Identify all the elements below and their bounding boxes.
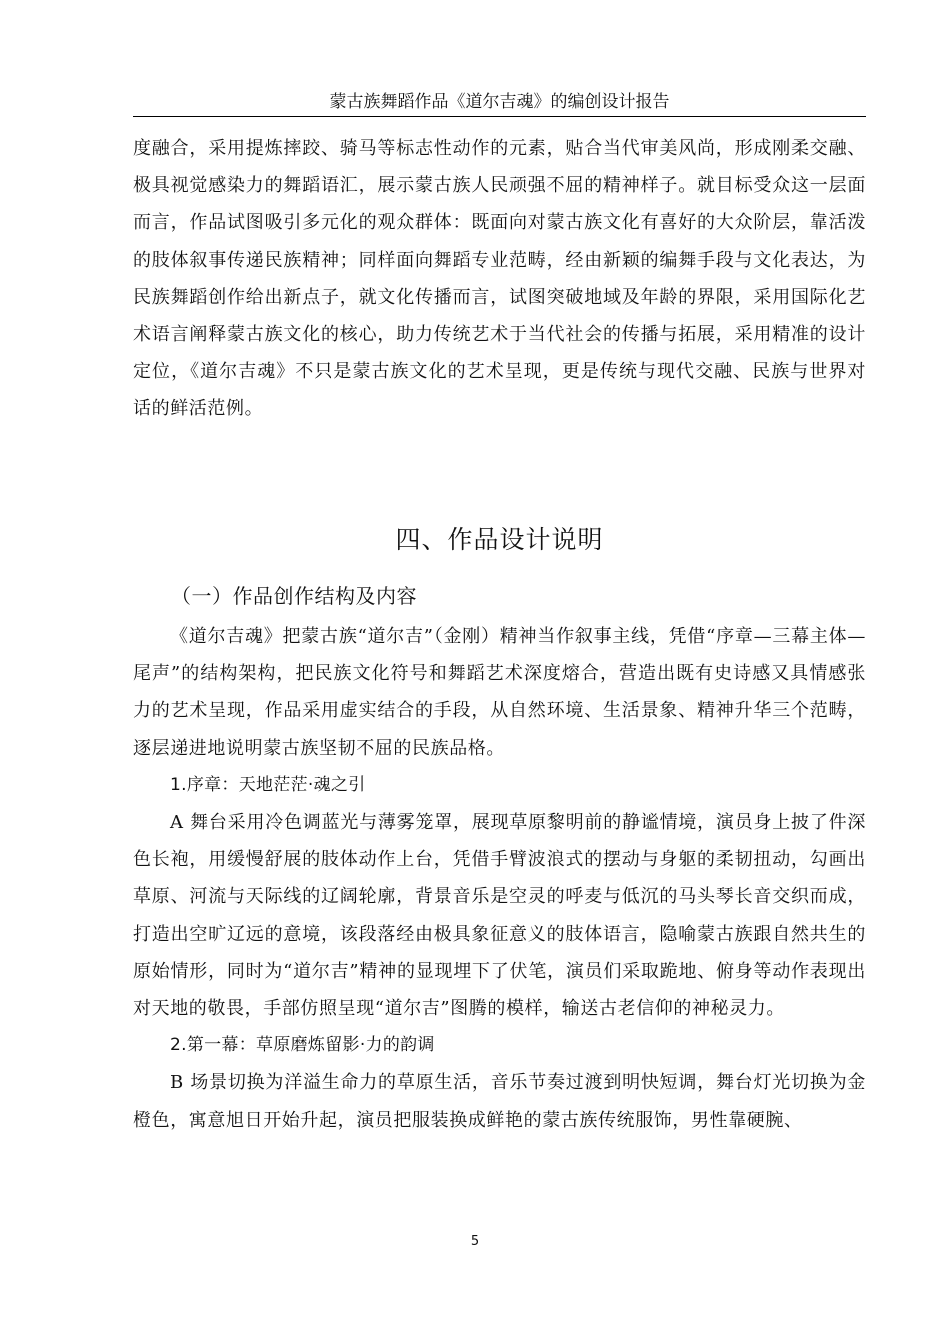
part1-paragraph: A 舞台采用冷色调蓝光与薄雾笼罩，展现草原黎明前的静谧情境，演员身上披了件深色长袍，用缓慢舒展的肢体动作上台，凭借手臂波浪式的摆动与身躯的柔韧扭动，勾画出草原、河流与天际线的辽阔轮廓，背景音乐是空灵的呼麦与低沉的马头琴长音交织而成，打造出空旷辽远的意境，该段落经由极具象征意义的肢体语言，隐喻蒙古族跟自然共生的原始情形，同时为“道尔吉”精神的显现埋下了伏笔，演员们采取跪地、俯身等动作表现出对天地的敬畏，手部仿照呈现“道尔吉”图腾的模样，输送古老信仰的神秘灵力。 [133,812,866,1020]
part1-title: 1.序章：天地茫茫·魂之引 [170,774,366,795]
subsection-heading: （一）作品创作结构及内容 [171,584,417,608]
section-heading: 四、作品设计说明 [395,525,604,554]
top-text-block [133,130,866,428]
continued-paragraph: 度融合，采用提炼摔跤、骑马等标志性动作的元素，贴合当代审美风尚，形成刚柔交融、极具视觉感染力的舞蹈语汇，展示蒙古族人民顽强不屈的精神样子。就目标受众这一层面而言，作品试图吸引多元化的观众群体：既面向对蒙古族文化有喜好的大众阶层，靠活泼的肢体叙事传递民族精神；同样面向舞蹈专业范畴，经由新颖的编舞手段与文化表达，为民族舞蹈创作给出新点子，就文化传播而言，试图突破地域及年龄的界限，采用国际化艺术语言阐释蒙古族文化的核心，助力传统艺术于当代社会的传播与拓展，采用精准的设计定位，《道尔吉魂》不只是蒙古族文化的艺术呈现，更是传统与现代交融、民族与世界对话的鲜活范例。 [133,138,866,420]
section-body [133,618,866,1139]
intro-paragraph: 《道尔吉魂》把蒙古族“道尔吉”（金刚）精神当作叙事主线，凭借“序章—三幕主体—尾声”的结构架构，把民族文化符号和舞蹈艺术深度熔合，营造出既有史诗感又具情感张力的艺术呈现，作品采用虚实结合的手段，从自然环境、生活景象、精神升华三个范畴，逐层递进地说明蒙古族坚韧不屈的民族品格。 [133,626,866,759]
part2-paragraph: B 场景切换为洋溢生命力的草原生活，音乐节奏过渡到明快短调，舞台灯光切换为金橙色，寓意旭日开始升起，演员把服装换成鲜艳的蒙古族传统服饰，男性靠硬腕、 [133,1072,866,1131]
page-number: 5 [470,1234,480,1249]
page-header: 蒙古族舞蹈作品《道尔吉魂》的编创设计报告 [329,92,670,112]
header-divider [133,116,866,117]
part2-title: 2.第一幕：草原磨炼留影·力的韵调 [170,1035,435,1056]
